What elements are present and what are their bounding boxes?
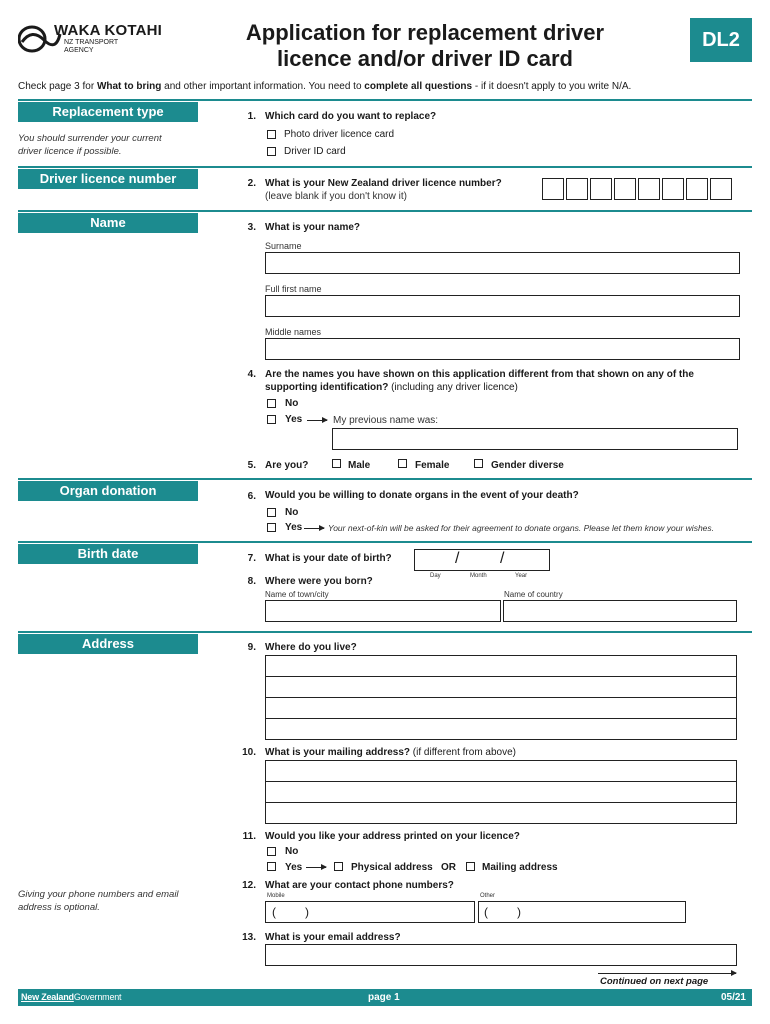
q5-text: Are you? xyxy=(265,460,309,471)
checkbox-female[interactable] xyxy=(398,459,407,468)
mailing-address-line-2[interactable] xyxy=(265,781,737,803)
waka-kotahi-logo xyxy=(18,22,168,56)
mailing-address-line-1[interactable] xyxy=(265,760,737,782)
intro-bold-1: What to bring xyxy=(96,81,162,92)
q12-number: 12. xyxy=(242,880,256,891)
birth-country-field[interactable] xyxy=(503,600,737,622)
option-q11-no: No xyxy=(285,846,299,857)
middle-names-field[interactable] xyxy=(265,338,740,360)
page-number: page 1 xyxy=(368,992,400,1003)
agency-line-1: NZ TRANSPORT xyxy=(64,39,119,46)
dob-slash-1: / xyxy=(455,550,460,567)
mailing-address-line-3[interactable] xyxy=(265,802,737,824)
licence-digit-box[interactable] xyxy=(614,178,636,200)
first-name-label: Full first name xyxy=(265,284,322,294)
licence-digit-box[interactable] xyxy=(638,178,660,200)
mobile-paren-open: ( xyxy=(272,905,276,919)
q10-text-normal: (if different from above) xyxy=(410,747,517,758)
q1-text: Which card do you want to replace? xyxy=(265,111,437,122)
q11-number: 11. xyxy=(242,831,256,842)
licence-digit-box[interactable] xyxy=(566,178,588,200)
checkbox-male[interactable] xyxy=(332,459,341,468)
q2-subtext: (leave blank if you don't know it) xyxy=(265,191,407,202)
checkbox-q11-no[interactable] xyxy=(267,847,276,856)
surname-label: Surname xyxy=(265,241,302,251)
checkbox-q6-yes[interactable] xyxy=(267,523,276,532)
date-of-birth-field[interactable] xyxy=(414,549,550,571)
dob-year-label: Year xyxy=(515,573,528,579)
intro-text xyxy=(18,81,631,92)
arrow-icon xyxy=(306,867,326,868)
intro-part-2: and other important information. You need to xyxy=(161,81,365,92)
surname-field[interactable] xyxy=(265,252,740,274)
q2-number: 2. xyxy=(247,178,256,189)
q3-text: What is your name? xyxy=(265,222,361,233)
q13-text: What is your email address? xyxy=(265,932,401,943)
licence-digit-box[interactable] xyxy=(542,178,564,200)
continued-note: Continued on next page xyxy=(600,976,709,987)
intro-bold-2: complete all questions xyxy=(364,81,473,92)
q6-number: 6. xyxy=(247,491,256,502)
dob-month-label: Month xyxy=(470,573,487,579)
page-title xyxy=(200,20,650,72)
section-replacement-type: Replacement type xyxy=(18,102,198,122)
q4-text-line-1: Are the names you have shown on this application different from that shown on any of the xyxy=(265,369,694,380)
form-code-badge xyxy=(690,18,752,62)
arrow-icon xyxy=(307,420,327,421)
arrow-icon xyxy=(598,973,736,974)
licence-digit-box[interactable] xyxy=(710,178,732,200)
page-title-line-2: licence and/or driver ID card xyxy=(277,46,573,71)
section-divider xyxy=(18,478,752,480)
q10-text xyxy=(265,747,516,758)
other-paren-close: ) xyxy=(517,905,521,919)
mobile-phone-field[interactable] xyxy=(265,901,475,923)
birth-town-label: Name of town/city xyxy=(265,590,329,599)
option-q4-yes: Yes xyxy=(285,414,303,425)
q7-number: 7. xyxy=(247,553,256,564)
footer-bar xyxy=(18,989,752,1006)
home-address-line-1[interactable] xyxy=(265,655,737,677)
birth-country-label: Name of country xyxy=(504,590,563,599)
option-male: Male xyxy=(348,460,371,471)
agency-line-2: AGENCY xyxy=(64,47,94,54)
q4-text-line-2-normal: (including any driver licence) xyxy=(388,382,518,393)
section-divider xyxy=(18,166,752,168)
replacement-note: You should surrender your current driver licence if possible. xyxy=(18,133,162,157)
option-female: Female xyxy=(415,460,450,471)
mobile-paren-close: ) xyxy=(305,905,309,919)
section-divider xyxy=(18,541,752,543)
middle-names-label: Middle names xyxy=(265,327,322,337)
checkbox-physical-address[interactable] xyxy=(334,862,343,871)
birth-town-field[interactable] xyxy=(265,600,501,622)
licence-digit-box[interactable] xyxy=(686,178,708,200)
q4-text-line-2-bold: supporting identification? xyxy=(265,382,389,393)
phone-note: Giving your phone numbers and email address is optional. xyxy=(18,889,179,913)
previous-name-field[interactable] xyxy=(332,428,738,450)
previous-name-label: My previous name was: xyxy=(333,415,439,426)
option-gender-diverse: Gender diverse xyxy=(491,460,564,471)
option-or: OR xyxy=(441,862,456,873)
nz-government-logo xyxy=(21,992,121,1002)
section-organ-donation: Organ donation xyxy=(18,481,198,501)
home-address-line-2[interactable] xyxy=(265,676,737,698)
q13-number: 13. xyxy=(242,932,256,943)
q10-text-bold: What is your mailing address? xyxy=(265,747,411,758)
other-phone-field[interactable] xyxy=(478,901,686,923)
home-address-line-3[interactable] xyxy=(265,697,737,719)
section-divider xyxy=(18,99,752,101)
q8-text: Where were you born? xyxy=(265,576,373,587)
option-photo-licence: Photo driver licence card xyxy=(284,129,395,140)
organ-donation-note: Your next-of-kin will be asked for their agreement to donate organs. Please let them know your wishes. xyxy=(328,523,715,533)
checkbox-photo-licence[interactable] xyxy=(267,130,276,139)
q6-text: Would you be willing to donate organs in the event of your death? xyxy=(265,490,579,501)
q9-text: Where do you live? xyxy=(265,642,357,653)
arrow-icon xyxy=(304,528,324,529)
checkbox-driver-id[interactable] xyxy=(267,147,276,156)
q5-number: 5. xyxy=(247,460,256,471)
q7-text: What is your date of birth? xyxy=(265,553,392,564)
option-driver-id: Driver ID card xyxy=(284,146,346,157)
section-address: Address xyxy=(18,634,198,654)
home-address-line-4[interactable] xyxy=(265,718,737,740)
dob-day-label: Day xyxy=(430,573,441,579)
licence-digit-box[interactable] xyxy=(590,178,612,200)
section-divider xyxy=(18,631,752,633)
intro-part-1: Check page 3 for xyxy=(18,81,97,92)
checkbox-q4-no[interactable] xyxy=(267,399,276,408)
option-physical-address: Physical address xyxy=(351,862,433,873)
section-driver-licence-number: Driver licence number xyxy=(18,169,198,189)
checkbox-gender-diverse[interactable] xyxy=(474,459,483,468)
first-name-field[interactable] xyxy=(265,295,740,317)
page-title-line-1: Application for replacement driver xyxy=(245,20,605,45)
checkbox-q4-yes[interactable] xyxy=(267,415,276,424)
q4-text-line-2 xyxy=(265,382,518,393)
q11-text: Would you like your address printed on your licence? xyxy=(265,831,520,842)
option-q6-yes: Yes xyxy=(285,522,303,533)
other-paren-open: ( xyxy=(484,905,488,919)
form-version: 05/21 xyxy=(720,992,746,1003)
email-field[interactable] xyxy=(265,944,737,966)
checkbox-mailing-address[interactable] xyxy=(466,862,475,871)
other-phone-label: Other xyxy=(480,893,496,899)
q8-number: 8. xyxy=(247,576,256,587)
dob-slash-2: / xyxy=(500,550,505,567)
option-q6-no: No xyxy=(285,507,299,518)
checkbox-q11-yes[interactable] xyxy=(267,862,276,871)
q3-number: 3. xyxy=(247,222,256,233)
q1-number: 1. xyxy=(247,111,256,122)
q9-number: 9. xyxy=(247,642,256,653)
option-q4-no: No xyxy=(285,398,299,409)
section-name: Name xyxy=(18,213,198,233)
form-code: DL2 xyxy=(702,29,740,51)
mobile-label: Mobile xyxy=(267,893,285,899)
intro-part-3: - if it doesn't apply to you write N/A. xyxy=(472,81,632,92)
licence-digit-box[interactable] xyxy=(662,178,684,200)
section-birth-date: Birth date xyxy=(18,544,198,564)
section-divider xyxy=(18,210,752,212)
checkbox-q6-no[interactable] xyxy=(267,508,276,517)
q2-text: What is your New Zealand driver licence number? xyxy=(265,178,502,189)
q10-number: 10. xyxy=(242,747,256,758)
nz-government-logo-b: Government xyxy=(73,992,122,1002)
nz-government-logo-a: New Zealand xyxy=(21,992,74,1002)
brand-name: WAKA KOTAHI xyxy=(54,22,163,39)
option-mailing-address: Mailing address xyxy=(482,862,558,873)
q4-number: 4. xyxy=(247,369,256,380)
q12-text: What are your contact phone numbers? xyxy=(265,880,454,891)
option-q11-yes: Yes xyxy=(285,862,303,873)
